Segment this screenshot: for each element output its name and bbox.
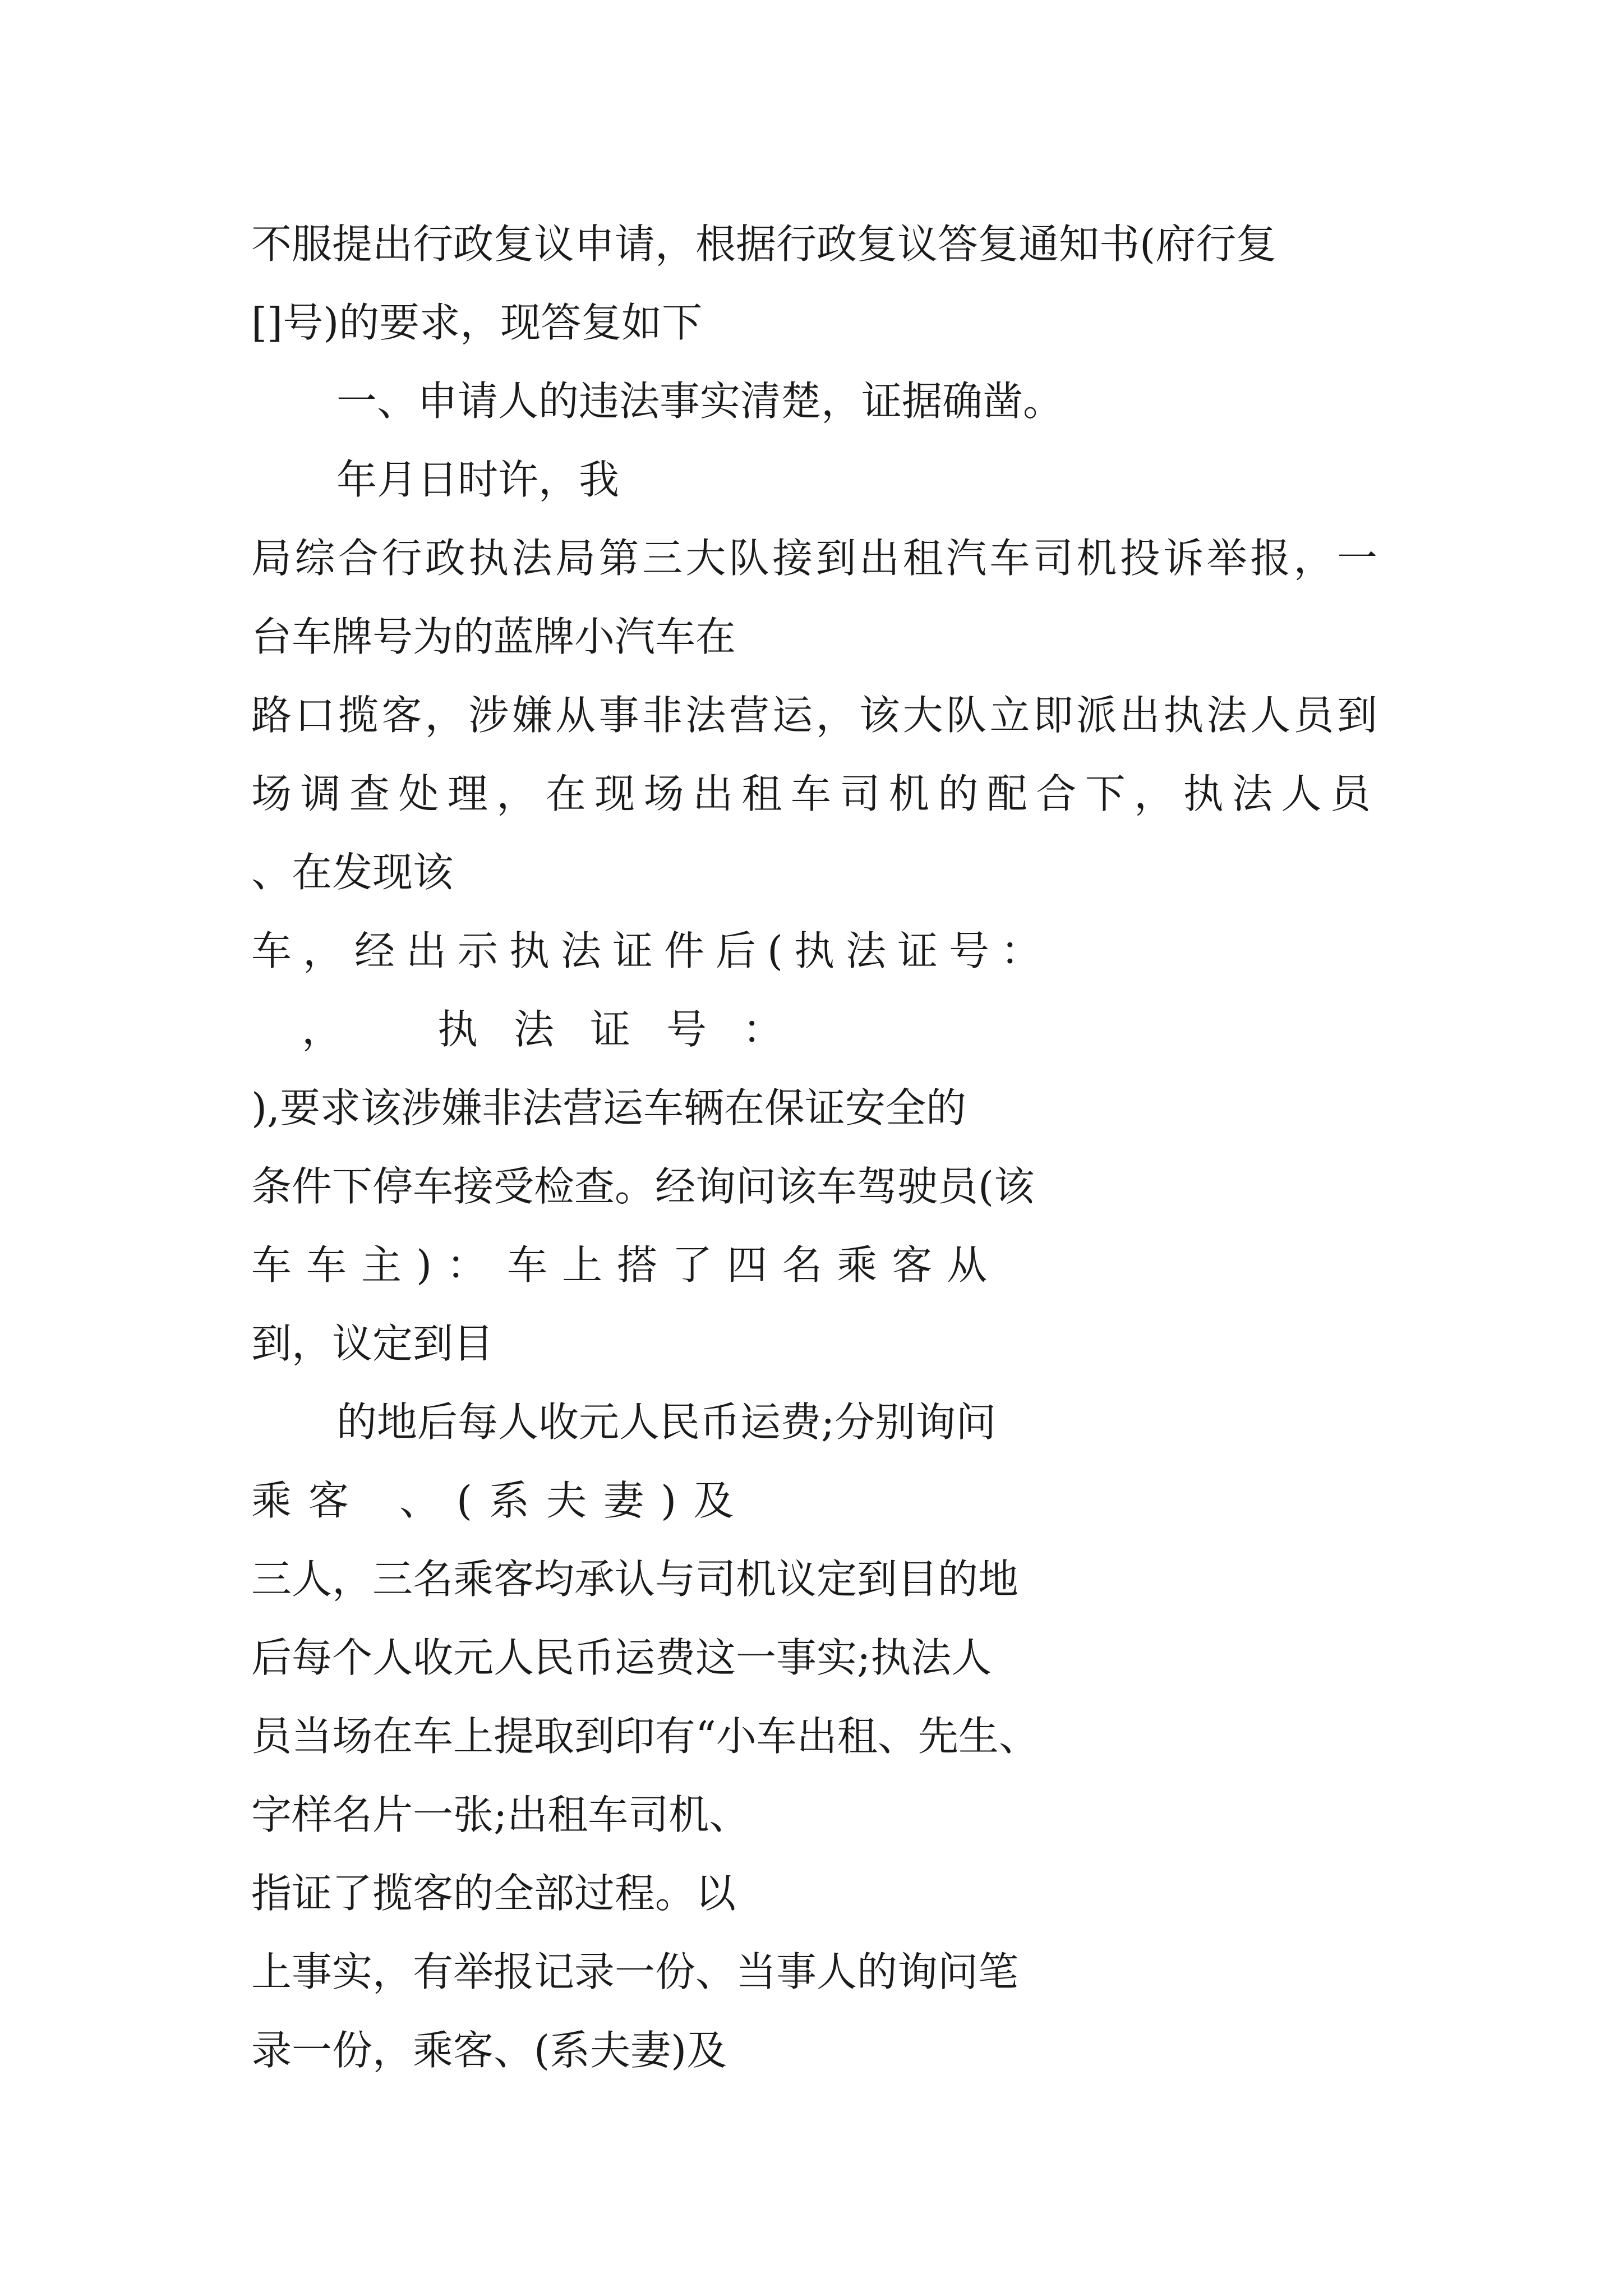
text-line [251, 1854, 1377, 1932]
text: ，议定到目 [292, 1320, 494, 1367]
text: 局综合行政执法局第三大队接到出租汽车司机投诉举报，一 [251, 535, 1377, 582]
text: 指证了 [251, 1870, 373, 1917]
text-line [251, 283, 1377, 362]
text: 路口揽客，涉嫌从事非法营运，该大队立即派出执法人员到 [251, 692, 1377, 739]
text-line [251, 1540, 1377, 1618]
text: 员当场在车上提取到印有“小车出租、 [251, 1713, 918, 1760]
text: 执法证号： [794, 927, 1053, 974]
text: 元人民币运费;分别询问 [579, 1398, 997, 1446]
text: ] [267, 299, 283, 346]
text-line [251, 1618, 1377, 1697]
text-line [251, 1226, 1377, 1304]
text: ， [302, 1006, 343, 1053]
text: 年 [336, 456, 377, 503]
text: 发现该 [332, 849, 454, 896]
text-line [251, 597, 1377, 676]
text: 日 [417, 456, 458, 503]
text-line [251, 1069, 1377, 1147]
text: 一、申请人的违法事实清楚，证据确凿。 [336, 378, 1064, 425]
text: 、 [399, 1477, 440, 1524]
text: 揽客的全部过程。以 [372, 1870, 736, 1917]
text: 的蓝牌小汽车在 [453, 613, 736, 660]
text: ),要求该涉嫌非法营运车辆在保证安全的 [251, 1084, 966, 1131]
text: 后每个人收 [251, 1634, 454, 1681]
text: 的询问笔 [857, 1948, 1019, 1995]
text: 场调查处理，在现场出租车司机的配合下，执法人员 [251, 770, 1377, 817]
text: 上事实，有举报记录一份、当事人 [251, 1948, 857, 1995]
text: 到 [251, 1320, 292, 1367]
text: 号)的要求，现答复如下 [283, 299, 703, 346]
text-line [251, 833, 1377, 912]
text-line [251, 676, 1377, 754]
text-line [251, 1932, 1377, 2011]
text: 乘客 [251, 1477, 366, 1524]
text-line [251, 1461, 1377, 1540]
text: 月 [377, 456, 418, 503]
text: 录一份，乘客 [251, 2027, 494, 2074]
text-line [251, 1775, 1377, 1854]
text-line [251, 519, 1377, 597]
text: 先生、 [917, 1713, 1039, 1760]
text: 、 [251, 849, 292, 896]
text: 字样名片一张;出租车司机 [251, 1791, 709, 1838]
text: 车上搭了四名乘客从 [507, 1241, 1002, 1289]
text: 车，经出示执法证件后( [251, 927, 795, 974]
text-line [251, 912, 1377, 990]
text-line [336, 440, 1377, 519]
text-line [336, 1383, 1377, 1461]
text: 的地后每人收 [336, 1398, 579, 1446]
text: 、 [709, 1791, 750, 1838]
text: 在 [292, 849, 333, 896]
text: 元人民币运费这一事实;执法人 [453, 1634, 992, 1681]
text: (系夫妻)及 [457, 1477, 751, 1524]
text-line [251, 754, 1377, 833]
text: 执法证号： [437, 1006, 819, 1053]
text: 台车牌号为 [251, 613, 454, 660]
text: 时许，我 [458, 456, 620, 503]
text-line [251, 990, 1377, 1069]
text-line [251, 2011, 1377, 2090]
text: 、 [494, 2027, 534, 2074]
text: (系夫妻)及 [534, 2027, 727, 2074]
text-line [251, 1147, 1377, 1226]
text: 车车主)： [251, 1241, 502, 1289]
text: [ [251, 299, 268, 346]
text-line [251, 1697, 1377, 1775]
text: (该 [978, 1163, 1035, 1210]
section-heading [336, 362, 1377, 440]
text: 不服提出行政复议申请，根据行政复议答复通知书(府行复 [251, 220, 1277, 268]
text: 三人，三名乘客均承认与司机议定到目的地 [251, 1556, 1019, 1603]
text: 条件下停车接受检查。经询问该车驾驶员 [251, 1163, 979, 1210]
text-line [251, 205, 1377, 283]
text-line [251, 1304, 1377, 1383]
